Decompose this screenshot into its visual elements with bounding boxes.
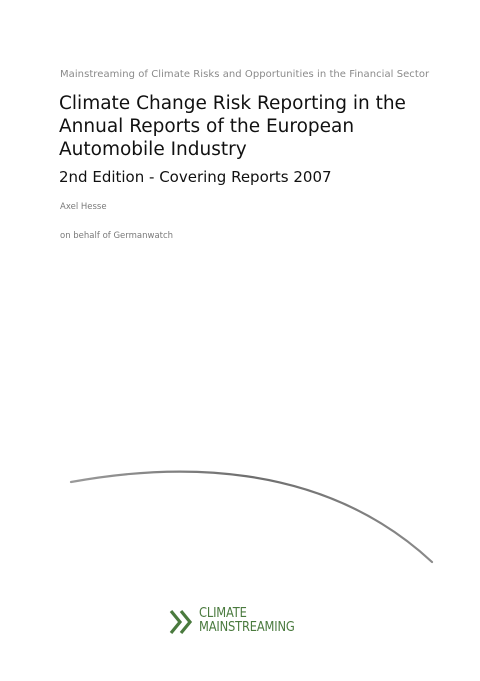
logo-line-climate: CLIMATE bbox=[199, 605, 247, 621]
document-subtitle: 2nd Edition - Covering Reports 2007 bbox=[59, 168, 332, 186]
on-behalf-of: on behalf of Germanwatch bbox=[60, 231, 174, 241]
series-title: Mainstreaming of Climate Risks and Opportunities in the Financial Sector bbox=[60, 69, 430, 80]
title-line: Automobile Industry bbox=[59, 139, 247, 160]
title-line: Annual Reports of the European bbox=[59, 116, 355, 137]
double-chevron-icon bbox=[168, 607, 198, 637]
climate-mainstreaming-logo bbox=[168, 604, 328, 644]
title-line: Climate Change Risk Reporting in the bbox=[59, 93, 406, 114]
logo-line-mainstreaming: MAINSTREAMING bbox=[199, 619, 295, 635]
document-title bbox=[59, 92, 439, 161]
logo-wordmark bbox=[199, 606, 295, 634]
decorative-swoosh bbox=[60, 462, 450, 572]
author-name: Axel Hesse bbox=[60, 202, 107, 212]
